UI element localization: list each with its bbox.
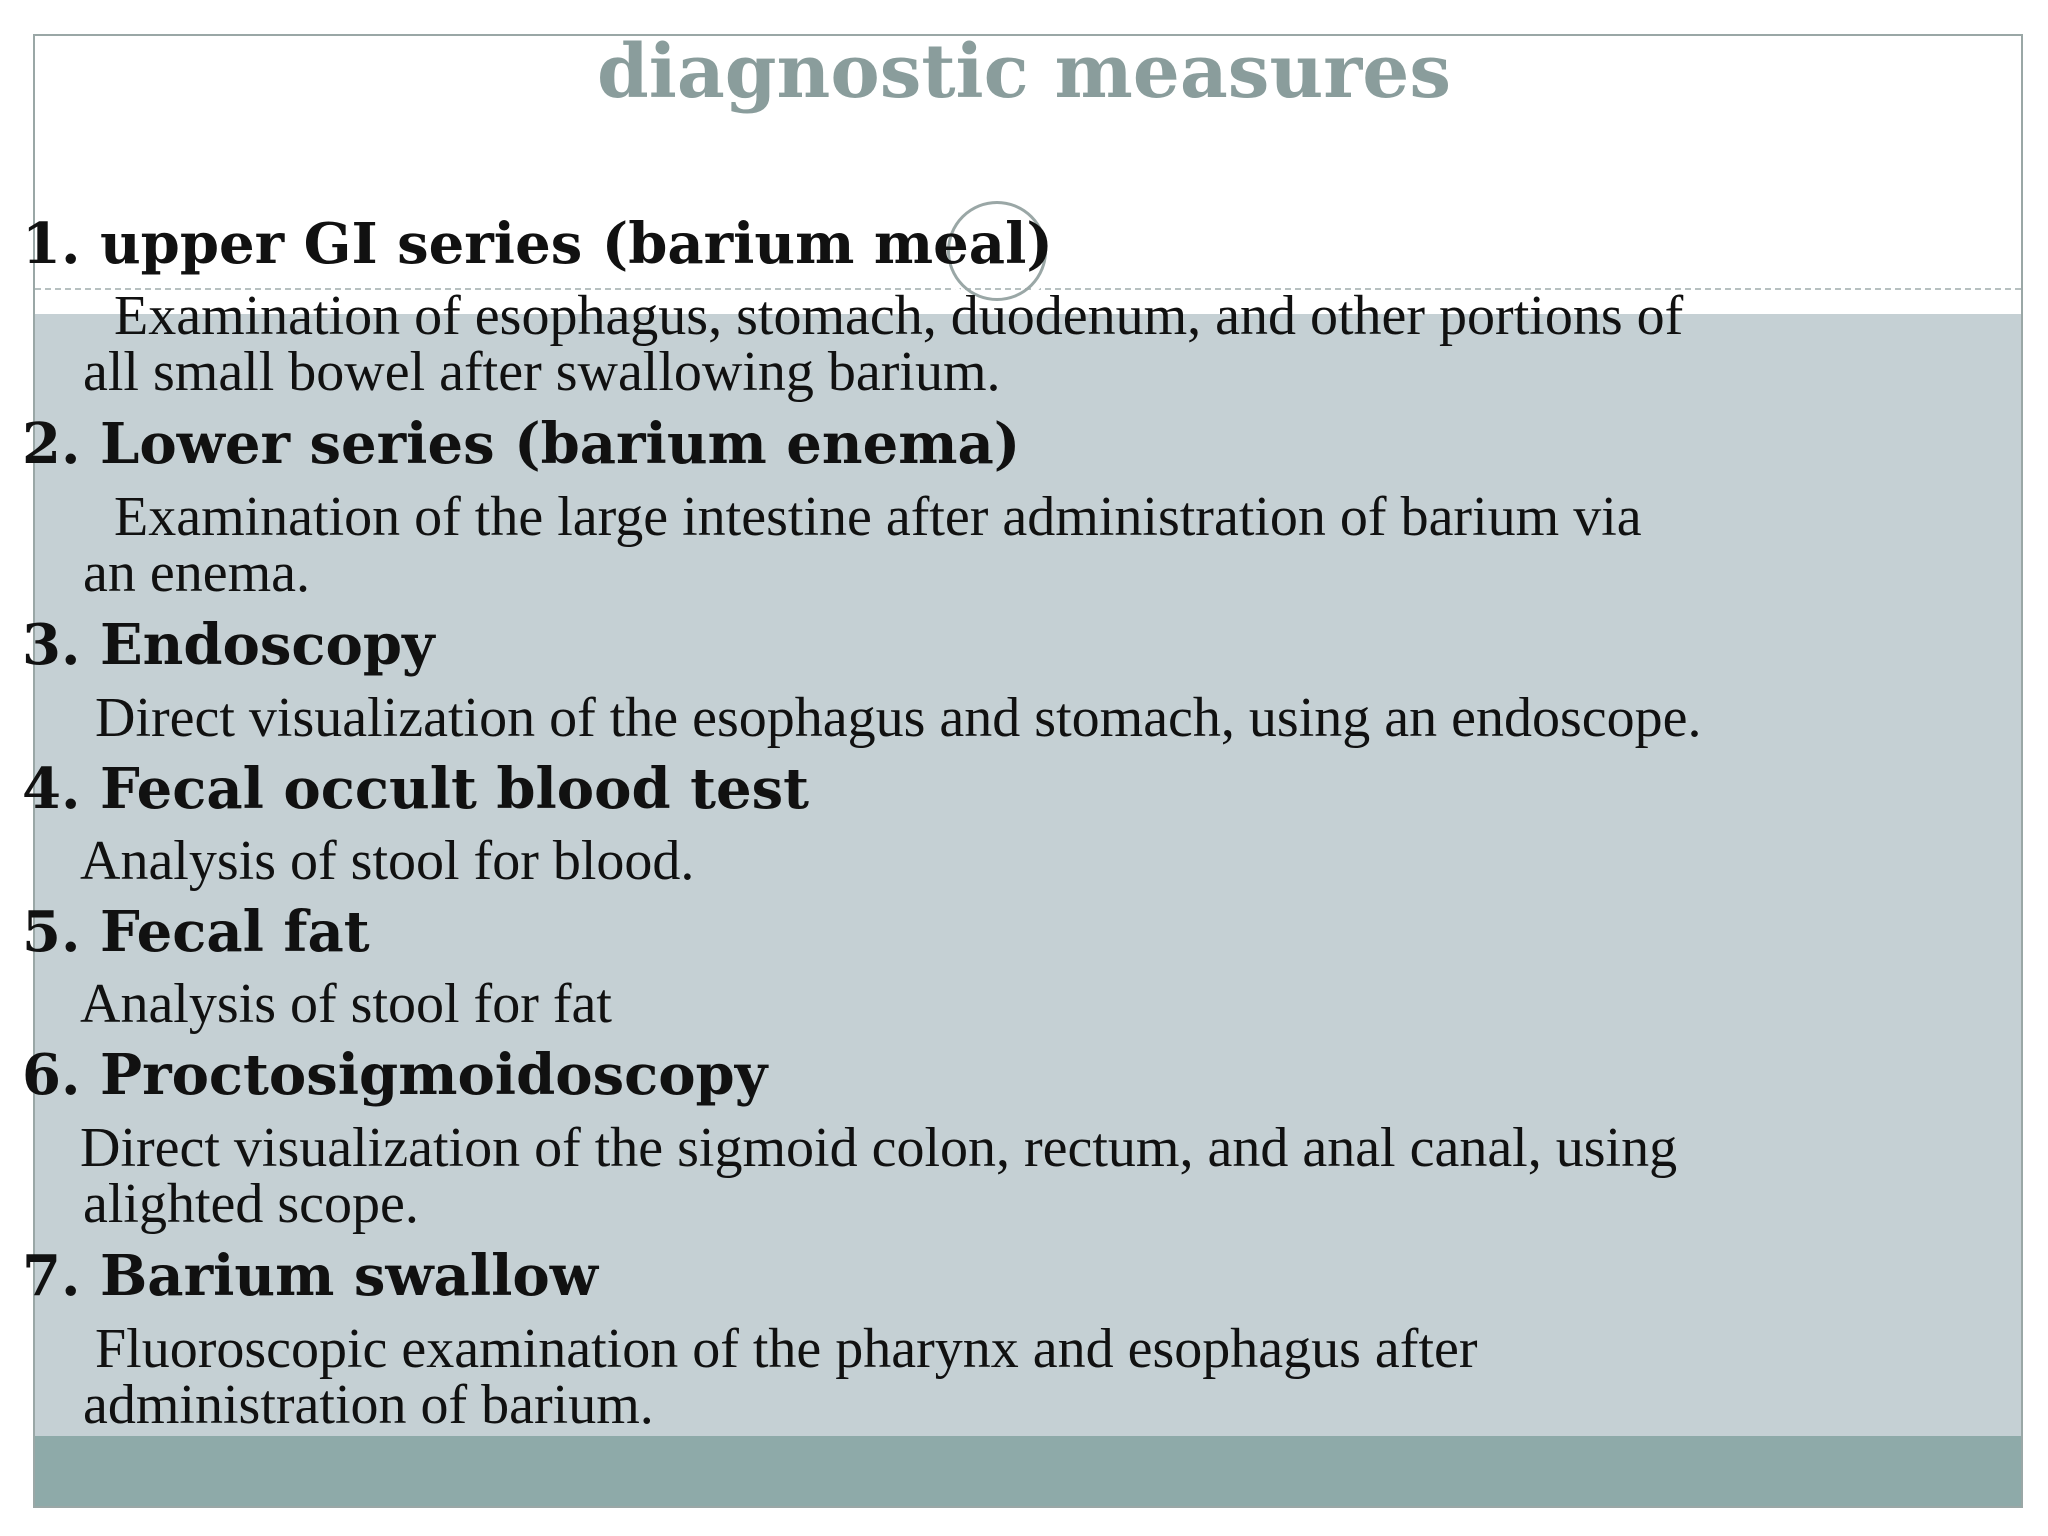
item-heading-endoscopy: 3. Endoscopy: [22, 612, 435, 678]
item-heading-fecal-occult: 4. Fecal occult blood test: [22, 756, 810, 822]
item-heading-lower-series: 2. Lower series (barium enema): [22, 411, 1021, 477]
item-description-line: all small bowel after swallowing barium.: [83, 341, 1001, 403]
item-description-line: Examination of the large intestine after administration of barium via: [100, 486, 1642, 548]
item-description-line: alighted scope.: [83, 1173, 419, 1235]
item-heading-upper-gi: 1. upper GI series (barium meal): [22, 211, 1053, 277]
item-description-line: Fluoroscopic examination of the pharynx and esophagus after: [95, 1318, 1478, 1380]
item-description-line: Direct visualization of the sigmoid colon, rectum, and anal canal, using: [80, 1117, 1678, 1179]
item-description-line: administration of barium.: [83, 1374, 654, 1436]
item-heading-barium-swallow: 7. Barium swallow: [22, 1243, 598, 1309]
item-heading-proctosigmoidoscopy: 6. Proctosigmoidoscopy: [22, 1042, 768, 1108]
item-description-line: Direct visualization of the esophagus and stomach, using an endoscope.: [95, 687, 1702, 749]
item-heading-fecal-fat: 5. Fecal fat: [22, 899, 370, 965]
slide-title: diagnostic measures: [597, 29, 1451, 115]
item-description-line: Analysis of stool for fat: [80, 973, 612, 1035]
item-description-line: an enema.: [83, 542, 310, 604]
item-description-line: Examination of esophagus, stomach, duodenum, and other portions of: [100, 285, 1684, 347]
item-description-line: Analysis of stool for blood.: [80, 830, 695, 892]
